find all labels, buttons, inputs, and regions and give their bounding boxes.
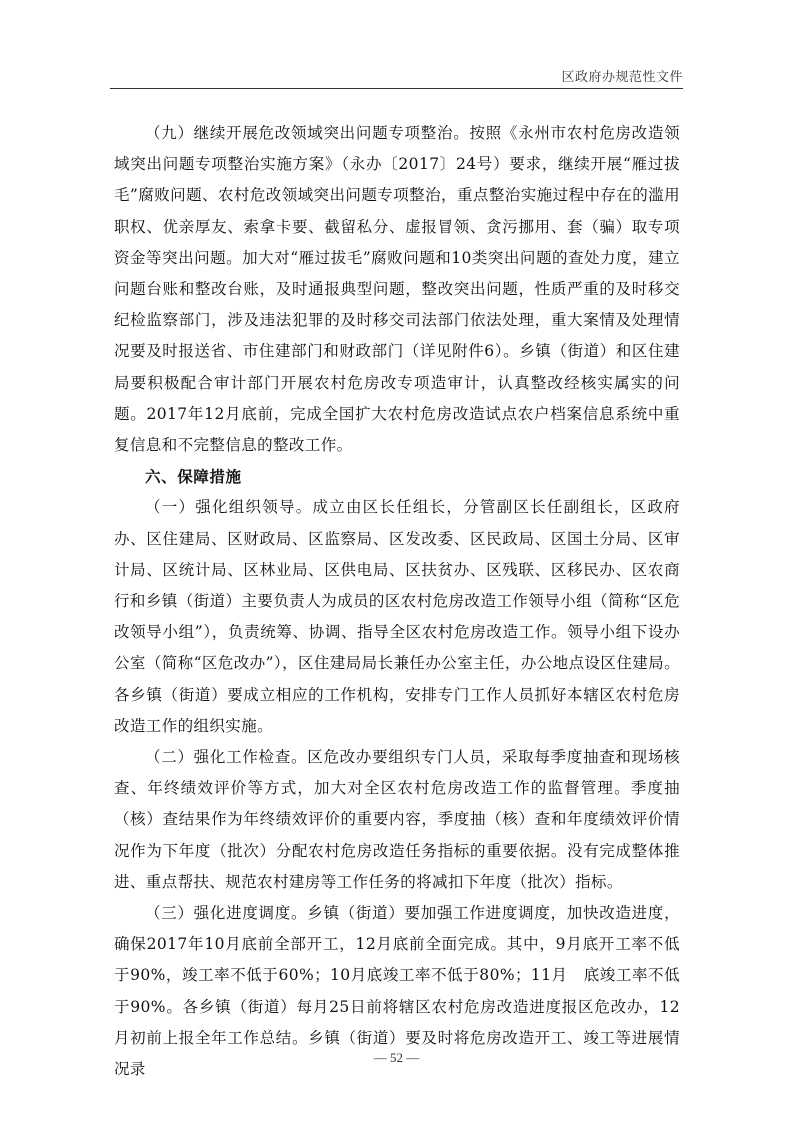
section-heading-safeguards: 六、保障措施 — [145, 467, 242, 487]
header-title: 区政府办规范性文件 — [561, 70, 683, 85]
paragraph-special-rectification: （九）继续开展危改领域突出问题专项整治。按照《永州市农村危房改造领域突出问题专项整治实施方案》（永办〔2017〕24号）要求，继续开展“雁过拔毛”腐败问题、农村危改领域突出问题专项整治，重点整治实施过程中存在的滥用职权、优亲厚友、索拿卡要、截留私分、虚报冒领、贪污挪用、套（骗）取专项资金等突出问题。加大对“雁过拔毛”腐败问题和10类突出问题的查处力度，建立问题台账和整改台账，及时通报典型问题，整改突出问题，性质严重的及时移交纪检监察部门，涉及违法犯罪的及时移交司法部门依法处理，重大案情及处理情况要及时报送省、市住建部门和财政部门（详见附件6）。乡镇（街道）和区住建局要积极配合审计部门开展农村危房改专项造审计，认真整改经核实属实的问题。2017年12月底前，完成全国扩大农村危房改造试点农户档案信息系统中重复信息和不完整信息的整改工作。 — [114, 124, 680, 455]
paragraph-progress-scheduling: （三）强化进度调度。乡镇（街道）要加强工作进度调度，加快改造进度，确保2017年10月底前全部开工，12月底前全面完成。其中，9月底开工率不低于90%，竣工率不低于60%；10月底竣工率不低于80%；11月 底竣工率不低于90%。各乡镇（街道）每月25日前将辖区农村危房改造进度报区危改办，12月初前上报全年工作总结。乡镇（街道）要及时将危房改造开工、竣工等进展情况录 — [114, 904, 680, 1079]
page-header — [110, 64, 683, 89]
page-number: — 52 — — [373, 1050, 420, 1065]
paragraph-work-inspection: （二）强化工作检查。区危改办要组织专门人员，采取每季度抽查和现场核查、年终绩效评价等方式，加大对全区农村危房改造工作的监督管理。季度抽（核）查结果作为年终绩效评价的重要内容，季度抽（核）查和年度绩效评价情况作为下年度（批次）分配农村危房改造任务指标的重要依据。没有完成整体推进、重点帮扶、规范农村建房等工作任务的将减扣下年度（批次）指标。 — [114, 748, 680, 891]
paragraph-organizational-leadership: （一）强化组织领导。成立由区长任组长，分管副区长任副组长，区政府办、区住建局、区财政局、区监察局、区发改委、区民政局、区国土分局、区审计局、区统计局、区林业局、区供电局、区扶贫办、区残联、区移民办、区农商行和乡镇（街道）主要负责人为成员的区农村危房改造工作领导小组（简称“区危改领导小组”），负责统筹、协调、指导全区农村危房改造工作。领导小组下设办公室（简称“区危改办”），区住建局局长兼任办公室主任，办公地点设区住建局。各乡镇（街道）要成立相应的工作机构，安排专门工作人员抓好本辖区农村危房改造工作的组织实施。 — [114, 498, 680, 735]
document-body — [114, 118, 680, 1085]
